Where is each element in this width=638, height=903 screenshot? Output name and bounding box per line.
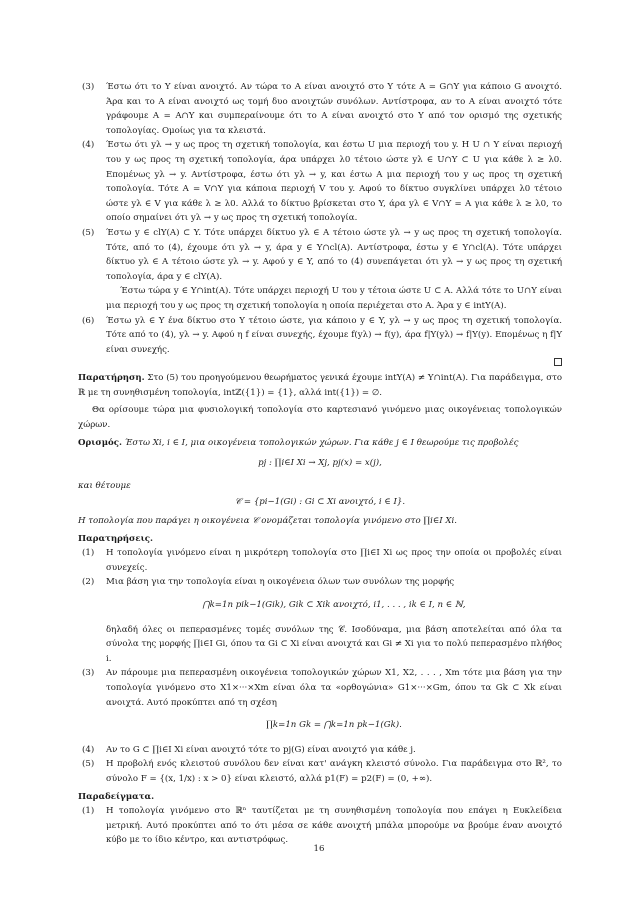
item-text: Η τοπολογία γινόμενο στο ℝⁿ ταυτίζεται με τη συνηθισμένη τοπολογία που επάγει η Ευκλείδεια μετρική. Αυτό προκύπτει από το ότι μέσα σε κάθε ανοιχτή μπάλα μπορούμε να βρούμε έναν ανοιχτό κύβο με το ίδιο κέντρο, και αντιστρόφως. [106,806,562,846]
item-text: Έστω y ∈ clY(A) ⊂ Y. Τότε υπάρχει δίκτυο yλ ∈ A τέτοιο ώστε yλ → y ως προς τη σχετική τοπολογία. Τότε, από το (4), έχουμε ότι yλ → y, άρα y ∈ Y∩cl(A). Αντίστροφα, έστω y ∈ Y∩cl(A). Τότε υπάρχει δίκτυο yλ ∈ A τέτοιο ώστε yλ → y. Αφού y ∈ Y, από το (4) συνεπάγεται ότι yλ → y ως προς τη σχετική τοπολογία, άρα y ∈ clY(A). [106,227,562,282]
definition-tail: Η τοπολογία που παράγει η οικογένεια 𝒞 ονομάζεται τοπολογία γινόμενο στο ∏i∈I Xi. [78,516,458,527]
examples-heading: Παραδείγματα. [78,791,155,802]
item-text: Μια βάση για την τοπολογία είναι η οικογένεια όλων των συνόλων της μορφής [106,577,455,588]
basis-equation: ⋂k=1n pik−1(Gik), Gik ⊂ Xik ανοιχτό, i1, . . . , ik ∈ I, n ∈ ℕ, [202,600,466,610]
item-text: Έστω ότι yλ → y ως προς τη σχετική τοπολογία, και έστω U μια περιοχή του y. Η U ∩ Y είναι περιοχή του y ως προς τη σχετική τοπολογία, άρα υπάρχει λ0 τέτοιο ώστε yλ ∈ U∩Y ⊂ U για κάθε λ ≥ λ0. Επομένως yλ → y. Αντίστροφα, έστω ότι yλ → y, και έστω A μια περιοχή του y ως προς τη σχετική τοπολογία. Τότε A = V∩Y για κάποια περιοχή V του y. Αφού το δίκτυο συγκλίνει υπάρχει λ0 τέτοιο ώστε yλ ∈ V για κάθε λ ≥ λ0. Αλλά το δίκτυο βρίσκεται στο Y, άρα yλ ∈ V∩Y = A για κάθε λ ≥ λ0, το οποίο σημαίνει ότι yλ → y ως προς τη σχετική τοπολογία. [106,140,562,224]
rectangle-equation: ∏k=1n Gk = ⋂k=1n pk−1(Gk). [266,720,402,731]
item-number: (2) [82,577,95,588]
item-text: Η προβολή ενός κλειστού συνόλου δεν είναι κατ' ανάγκη κλειστό σύνολο. Για παράδειγμα στο ℝ², το σύνολο F = {(x, 1/x) : x > 0} είναι κλειστό, αλλά p1(F) = p2(F) = (0, +∞). [106,759,562,784]
proof-item-4 [78,138,562,226]
remarks-item-1 [78,546,562,575]
projection-equation: pj : ∏i∈I Xi → Xj, pj(x) = x(j), [258,458,382,469]
item-text: Έστω ότι το Y είναι ανοιχτό. Αν τώρα το A είναι ανοιχτό στο Y τότε A = G∩Y για κάποιο G ανοιχτό. Άρα και το A είναι ανοιχτό ως τομή δυο ανοιχτών συνόλων. Αντίστροφα, αν το A είναι ανοιχτό τότε γράφουμε A = A∩Y και συμπεραίνουμε ότι το A είναι ανοιχτό στο Y από τον ορισμό της σχετικής τοπολογίας. Ομοίως για τα κλειστά. [106,82,562,136]
item-text-continued: δηλαδή όλες οι πεπερασμένες τομές συνόλων της 𝒞. Ισοδύναμα, μια βάση αποτελείται από όλα τα σύνολα της μορφής ∏i∈I Gi, όπου τα Gi ⊂ Xi είναι ανοιχτά και Gi ≠ Xi για το πολύ πεπερασμένο πλήθος i. [106,624,562,664]
item-text: Έστω yλ ∈ Y ένα δίκτυο στο Y τέτοιο ώστε, για κάποιο y ∈ Y, yλ → y ως προς τη σχετική τοπολογία. Τότε από το (4), yλ → y. Αφού η f είναι συνεχής, έχουμε f(yλ) → f(y), άρα f|Y(yλ) → f|Y(y). Επομένως η f|Y είναι συνεχής. [106,315,562,355]
definition-text: Έστω Xi, i ∈ I, μια οικογένεια τοπολογικών χώρων. Για κάθε j ∈ I θεωρούμε τις προβολές [124,437,519,448]
qed-box-icon [554,358,562,366]
remark-heading: Παρατήρηση. [78,373,145,384]
intro-paragraph: Θα ορίσουμε τώρα μια φυσιολογική τοπολογία στο καρτεσιανό γινόμενο μιας οικογένειας τοπολογικών χώρων. [78,405,562,431]
remarks-item-4 [78,743,562,758]
remarks-item-2 [78,575,562,666]
page-body [78,80,562,848]
item-number: (5) [82,227,95,238]
item-number: (6) [82,315,95,326]
item-number: (3) [82,82,95,92]
item-text: Αν πάρουμε μια πεπερασμένη οικογένεια τοπολογικών χώρων X1, X2, . . . , Xm τότε μια βάση για την τοπολογία γινόμενο στο X1×···×Xm είναι όλα τα «ορθογώνια» G1×···×Gm, όπου τα Gk ⊂ Xk είναι ανοιχτά. Αυτό προκύπτει από τη σχέση [106,668,562,708]
item-body [106,575,562,666]
item-number: (3) [82,668,95,679]
item-text-continued: Έστω τώρα y ∈ Y∩int(A). Τότε υπάρχει περιοχή U του y τέτοια ώστε U ⊂ A. Αλλά τότε το U∩Y είναι μια περιοχή του y ως προς τη σχετική τοπολογία η οποία περιέχεται στο A. Άρα y ∈ intY(A). [106,286,562,311]
remarks-item-5 [78,757,562,786]
item-number: (4) [82,140,95,151]
proof-item-5 [78,226,562,314]
item-number: (1) [82,806,95,817]
remarks-item-3 [78,666,562,742]
remark-text: Στο (5) του προηγούμενου θεωρήματος γενικά έχουμε intY(A) ≠ Y∩int(A). Για παράδειγμα, στο ℝ με τη συνηθισμένη τοπολογία, intℤ({1}) = {1}, αλλά int({1}) = ∅. [78,373,562,398]
proof-item-3 [78,80,562,138]
item-body [106,666,562,742]
proof-item-6 [78,314,562,358]
qed-symbol [78,357,562,371]
remark-paragraph [78,371,562,400]
definition-paragraph [78,436,562,451]
item-text: Η τοπολογία γινόμενο είναι η μικρότερη τοπολογία στο ∏i∈I Xi ως προς την οποία οι προβολές είναι συνεχείς. [106,548,562,573]
family-equation: 𝒞 = {pi−1(Gi) : Gi ⊂ Xi ανοιχτό, i ∈ I}. [234,497,406,508]
item-number: (1) [82,548,95,559]
remarks-heading: Παρατηρήσεις. [78,533,153,544]
examples-item-1 [78,804,562,848]
page-number: 16 [313,844,325,854]
definition-mid-text: και θέτουμε [78,480,131,491]
item-body [106,226,562,314]
item-number: (4) [82,744,95,755]
definition-heading: Ορισμός. [78,437,122,448]
item-number: (5) [82,759,95,770]
item-text: Αν το G ⊂ ∏i∈I Xi είναι ανοιχτό τότε το pj(G) είναι ανοιχτό για κάθε j. [106,744,416,755]
